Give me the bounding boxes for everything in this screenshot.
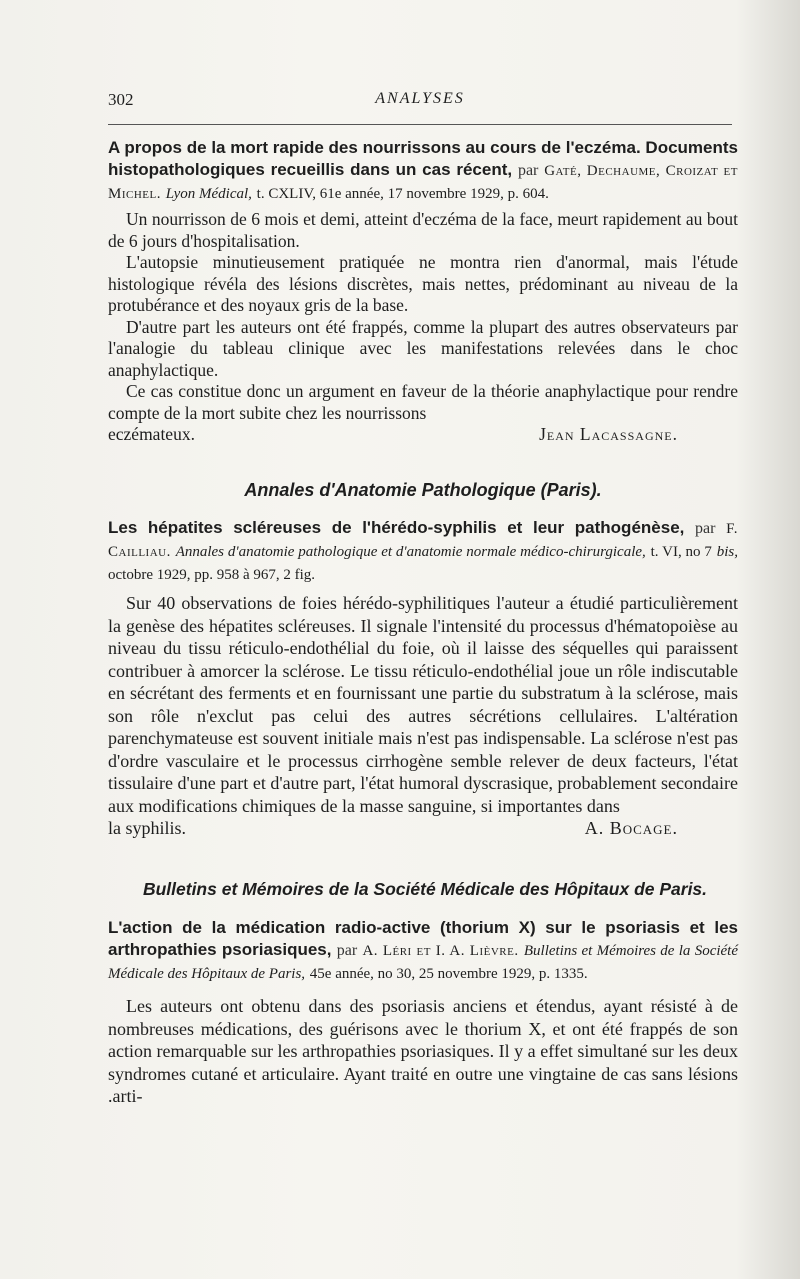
paragraph-last-line: eczémateux.	[108, 424, 195, 444]
entry-journal: Bulletins et Mémoires de la Société Médicale des Hôpitaux de Paris,	[108, 943, 738, 982]
entry-journal: Annales d'anatomie pathologique et d'anatomie normale médico-chirurgicale,	[175, 544, 646, 560]
entry-psoriasis	[108, 917, 738, 1108]
entry-title-text: L'action de la médication radio-active (thorium X) sur le psoriasis et les arthropathies psoriasiques,	[108, 918, 738, 959]
entry-citation-end: octobre 1929, pp. 958 à 967, 2 fig.	[108, 567, 316, 583]
entry-journal: Lyon Médical,	[165, 186, 252, 202]
entry-eczema	[108, 137, 738, 446]
entry-authors: F. Cailliau.	[108, 521, 738, 560]
paragraph: D'autre part les auteurs ont été frappés, comme la plupart des autres observateurs par l'analogie du tableau clinique avec les manifestations relevées dans le choc anaphylactique.	[108, 316, 738, 380]
entry-title	[108, 137, 738, 205]
entry-hepatites	[108, 517, 738, 840]
header-rule	[108, 124, 732, 125]
paragraph: Les auteurs ont obtenu dans des psoriasis anciens et étendus, ayant résisté à de nombreuses médications, des guérisons avec le thorium X, et ont été frappés de son action remarquable sur les arthropathies psoriasiques. Il y a effet simultané sur les deux syndromes cutané et articulaire. Ayant traité en outre une vingtaine de cas sans lésions .arti-	[108, 996, 738, 1106]
journal-section	[100, 879, 750, 900]
running-title: ANALYSES	[375, 90, 465, 107]
journal-heading: Annales d'Anatomie Pathologique (Paris).	[244, 480, 602, 500]
entry-citation-bis: bis,	[716, 544, 738, 560]
entry-title-text: A propos de la mort rapide des nourrissons au cours de l'eczéma. Documents histopathologiques recueillis dans un cas récent,	[108, 138, 738, 179]
page-number: 302	[108, 90, 134, 109]
entry-authors: Gaté, Dechaume, Croizat et Michel.	[108, 163, 738, 202]
paragraph-last-line: la syphilis.	[108, 818, 187, 838]
paragraph: L'autopsie minutieusement pratiquée ne montra rien d'anormal, mais l'étude histologique révéla des lésions discrètes, mais nettes, prédominant au niveau de la protubérance et des noyaux gris de la base.	[108, 252, 738, 315]
entry-title-text: Les hépatites scléreuses de l'hérédo-syphilis et leur pathogénèse,	[108, 518, 685, 537]
journal-heading: Bulletins et Mémoires de la Société Médicale des Hôpitaux de Paris.	[142, 879, 708, 899]
entry-by: par	[695, 520, 716, 537]
entry-title	[108, 517, 738, 586]
signature: Jean Lacassagne.	[539, 424, 678, 444]
signature: A. Bocage.	[584, 818, 678, 838]
entry-authors: A. Léri et I. A. Lièvre.	[362, 943, 519, 959]
journal-section	[108, 480, 738, 501]
page-header	[108, 90, 732, 112]
entry-citation: 45e année, no 30, 25 novembre 1929, p. 1335.	[309, 966, 588, 982]
paragraph-end	[108, 817, 738, 840]
paragraph: Ce cas constitue donc un argument en faveur de la théorie anaphylactique pour rendre compte de la mort subite chez les nourrissons	[108, 381, 738, 423]
paragraph-end	[108, 424, 738, 446]
entry-citation: t. CXLIV, 61e année, 17 novembre 1929, p. 604.	[256, 186, 549, 202]
entry-citation: t. VI, no 7	[650, 544, 712, 560]
entry-title	[108, 917, 738, 985]
paragraph: Sur 40 observations de foies hérédo-syphilitiques l'auteur a étudié particulièrement la genèse des hépatites scléreuses. Il signale l'intensité du processus d'hématopoièse au niveau du tissu réticulo-endothélial du foie, où il laisse des séquelles qui paraissent contribuer à amorcer la sclérose. Le tissu réticulo-endothélial joue un rôle indiscutable en sécrétant des ferments et en fournissant une partie du substratum à la sclérose, mais son rôle n'exclut pas celui des autres sécrétions cellulaires. L'altération parenchymateuse est souvent initiale mais n'est pas indispensable. La sclérose n'est pas d'ordre vasculaire et le processus cirrhogène semble relever de deux facteurs, l'état tissulaire d'une part et d'autre part, l'état humoral dyscrasique, probablement secondaire aux modifications chimiques de la masse sanguine, si importantes dans	[108, 593, 738, 816]
entry-by: par	[336, 942, 358, 959]
paragraph: Un nourrisson de 6 mois et demi, atteint d'eczéma de la face, meurt rapidement au bout de 6 jours d'hospitalisation.	[108, 209, 738, 251]
entry-by: par	[517, 162, 539, 179]
